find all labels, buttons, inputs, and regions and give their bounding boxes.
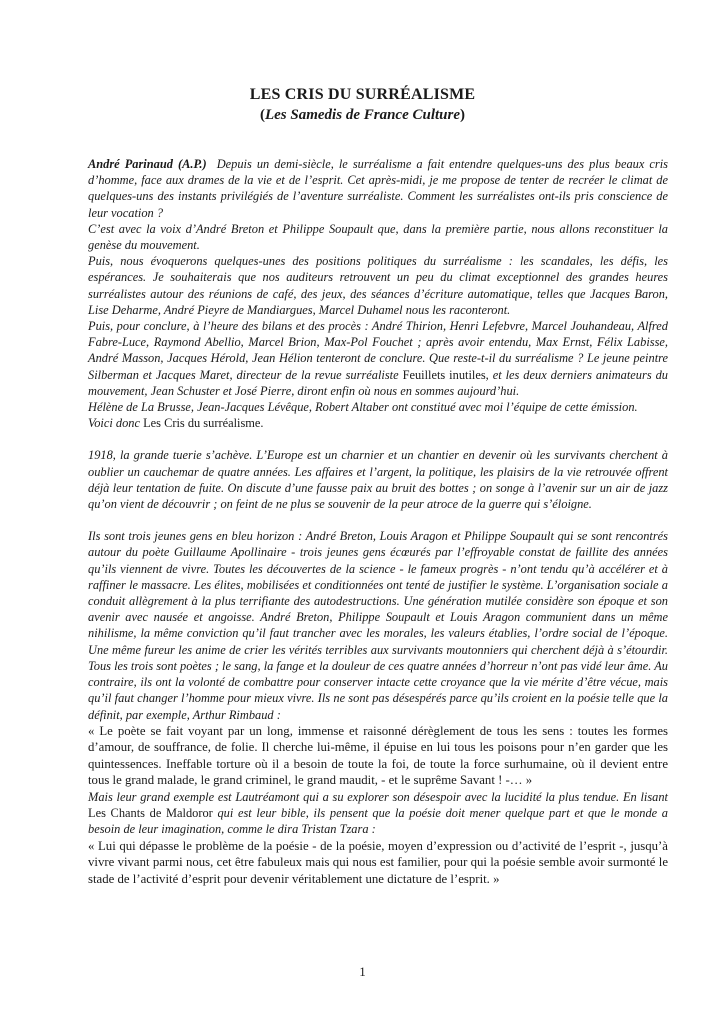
broadcast-title: Les Cris du surréalisme. <box>143 416 264 431</box>
speaker-name: André Parinaud (A.P.) <box>88 157 207 171</box>
lautreamont-text-b: qui est leur bible, ils pensent que la poésie doit mener quelque part et que le monde a besoin de leur imagination, comme le dira Tristan Tzara : <box>88 806 668 837</box>
intro-text-4b: , et les deux derniers animateurs du mouvement, Jean Schuster et José Pierre, diront enfin où nous en sommes aujourd’hui. <box>88 367 668 398</box>
tzara-quote: « Lui qui dépasse le problème de la poésie - de la poésie, moyen d’expression ou d’activité de l’esprit -, jusqu’à vivre vivant parmi nous, cet être fabuleux mais qui nous est familier, pour qui la poésie semble avoir surmonté le stade de l’activité d’esprit pour devenir véritablement une dictature de l’esprit. » <box>88 838 668 886</box>
document-subtitle <box>0 107 725 124</box>
intro-paragraph-1 <box>88 156 668 221</box>
spacer <box>88 512 668 528</box>
intro-text-1: Depuis un demi-siècle, le surréalisme a fait entendre quelques-uns des plus beaux cris d’homme, face aux drames de la vie et de l’esprit. Cet après-midi, je me propose de tenter de recréer le climat de quelques-uns des instants privilégiés de l’aventure surréaliste. Comment les surréalistes ont-ils pris conscience de leur vocation ? <box>88 157 668 220</box>
intro-text-6a: Voici donc <box>88 416 140 431</box>
rimbaud-quote: « Le poète se fait voyant par un long, immense et raisonné dérèglement de tous les sens : toutes les formes d’amour, de souffrance, de folie. Il cherche lui-même, il épuise en lui tous les poisons pour n’en garder que les quintessences. Ineffable torture où il a besoin de toute la foi, de toute la force surhumaine, où il devient entre tous le grand malade, le grand criminel, le grand maudit, - et le suprême Savant ! -… » <box>88 723 668 788</box>
spacer <box>88 431 668 447</box>
document-title: LES CRIS DU SURRÉALISME <box>249 86 476 103</box>
lautreamont-text-a: Mais leur grand exemple est Lautréamont qui a su explorer son désespoir avec la lucidité la plus tendue. En lisant <box>88 790 668 805</box>
book-title: Les Chants de Maldoror <box>88 806 213 821</box>
page-number: 1 <box>359 964 366 979</box>
document-body <box>88 156 668 887</box>
subtitle-text: Les Samedis de France Culture <box>264 107 460 123</box>
subtitle-close-paren: ) <box>460 107 465 123</box>
intro-text-4a: Puis, pour conclure, à l’heure des bilans et des procès : André Thirion, Henri Lefebvre, Marcel Jouhandeau, Alfred Fabre-Luce, Raymond Abellio, Marcel Brion, Max-Pol Fouchet ; après avoir entendu, Max Ernst, Félix Labisse, André Masson, Jacques Hérold, Jean Hélion tenteront de conclure. Que reste-t-il du surréalisme ? Le jeune peintre Silberman et Jacques Maret, directeur de la revue surréaliste <box>88 319 668 382</box>
intro-paragraph-6 <box>88 415 668 431</box>
paragraph-1918: 1918, la grande tuerie s’achève. L’Europe est un charnier et un chantier en devenir où les survivants cherchent à oublier un cauchemar de quatre années. Les affaires et l’argent, la politique, les plaisirs de la vie retrouvée offrent déjà leur tentation de fuite. On discute d’une fausse paix au bruit des bottes ; on songe à l’avenir sur un air de jazz qu’on vient de découvrir ; on feint de ne plus se souvenir de la peur atroce de la guerre qui s’éloigne. <box>88 448 668 512</box>
intro-paragraph-2: C’est avec la voix d’André Breton et Philippe Soupault que, dans la première partie, nous allons reconstituer la genèse du mouvement. <box>88 221 668 253</box>
intro-paragraph-4 <box>88 318 668 399</box>
paragraph-young-men: Ils sont trois jeunes gens en bleu horizon : André Breton, Louis Aragon et Philippe Soupault qui se sont rencontrés autour du poète Guillaume Apollinaire - trois jeunes gens écœurés par l’effroyable constat de faillite des années qu’ils viennent de vivre. Toutes les découvertes de la science - le fameux progrès - n’ont tendu qu’à accélérer et à raffiner le massacre. Les élites, mobilisées et conditionnées ont tenté de justifier le système. L’organisation sociale a conduit allègrement à la plus terrifiante des autodestructions. Une génération mutilée considère son époque et son avenir avec nausée et angoisse. André Breton, Philippe Soupault et Louis Aragon communient dans un même nihilisme, la même conviction qu’il faut trancher avec les morales, les valeurs établies, l’ordre social de l’époque. Une même fureur les anime de crier les vérités terribles aux survivants moutonniers qui cherchent déjà à s’étourdir. Tous les trois sont poètes ; le sang, la fange et la douleur de ces quatre années d’horreur n’ont pas vidé leur âme. Au contraire, ils ont la volonté de combattre pour conserver intacte cette croyance que la vie mérite d’être vécue, mais qu’il faut changer l’homme pour mieux vivre. Ils ne sont pas désespérés parce qu’ils croient en la poésie telle que la définit, par exemple, Arthur Rimbaud : <box>88 529 668 722</box>
paragraph-lautreamont <box>88 789 668 838</box>
subtitle-open-paren: ( <box>259 107 265 123</box>
intro-paragraph-3: Puis, nous évoquerons quelques-unes des positions politiques du surréalisme : les scandales, les défis, les espérances. Je souhaiterais que nos auditeurs retrouvent un peu du climat exceptionnel des grandes heures surréalistes autour des réunions de café, des jeux, des séances d’écriture automatique, telles que Jacques Baron, Lise Deharme, André Pieyre de Mandiargues, Marcel Duhamel nous les raconteront. <box>88 254 668 317</box>
journal-title: Feuillets inutiles <box>402 367 486 382</box>
intro-paragraph-5: Hélène de La Brusse, Jean-Jacques Lévêque, Robert Altaber ont constitué avec moi l’équipe de cette émission. <box>88 400 638 415</box>
